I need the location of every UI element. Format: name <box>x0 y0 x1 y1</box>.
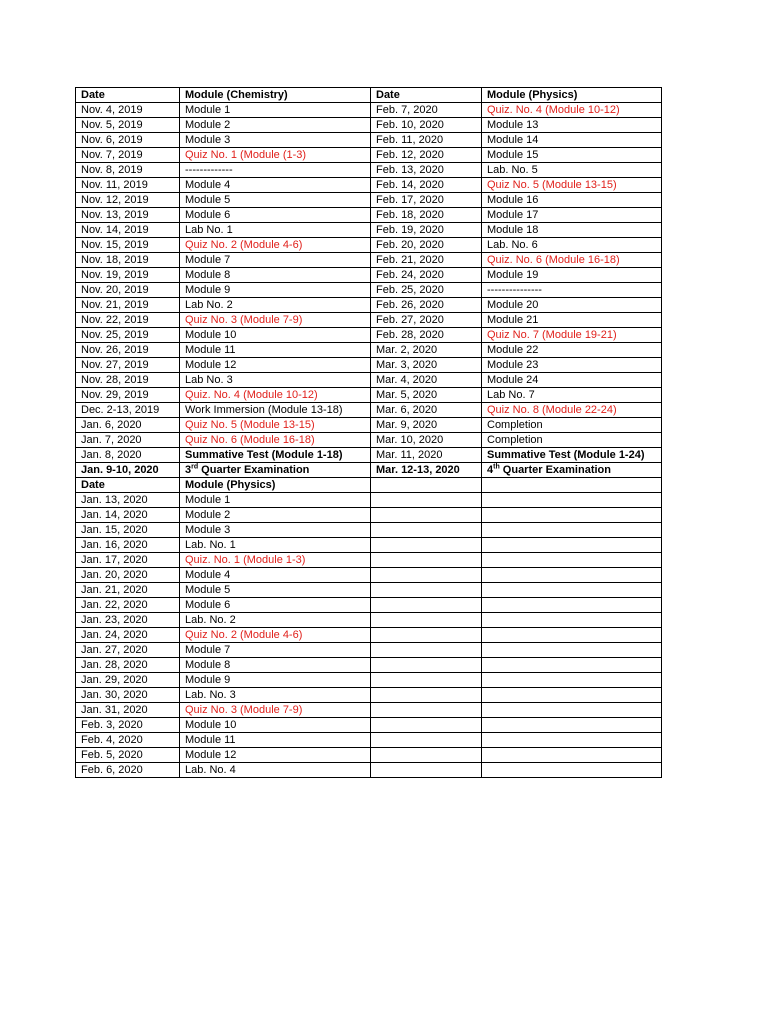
date-cell: Jan. 27, 2020 <box>76 643 180 658</box>
table-row <box>76 463 662 478</box>
module-cell: Module 4 <box>180 568 371 583</box>
module-cell: Module 11 <box>180 733 371 748</box>
date-cell: Mar. 5, 2020 <box>371 388 482 403</box>
module-cell: Module 19 <box>482 268 662 283</box>
date-cell: Jan. 6, 2020 <box>76 418 180 433</box>
column-header: Date <box>371 88 482 103</box>
date-cell: Mar. 4, 2020 <box>371 373 482 388</box>
date-cell: Nov. 18, 2019 <box>76 253 180 268</box>
table-row <box>76 538 662 553</box>
module-cell: Lab. No. 1 <box>180 538 371 553</box>
module-cell: Module 5 <box>180 193 371 208</box>
table-row <box>76 148 662 163</box>
date-cell <box>371 643 482 658</box>
date-cell: Nov. 26, 2019 <box>76 343 180 358</box>
table-row <box>76 673 662 688</box>
module-cell: Quiz No. 2 (Module 4-6) <box>180 628 371 643</box>
module-cell: Module 2 <box>180 118 371 133</box>
module-cell <box>482 538 662 553</box>
date-cell: Dec. 2-13, 2019 <box>76 403 180 418</box>
date-cell: Jan. 22, 2020 <box>76 598 180 613</box>
date-cell <box>371 568 482 583</box>
date-cell: Feb. 14, 2020 <box>371 178 482 193</box>
table-row <box>76 448 662 463</box>
table-header-row <box>76 478 662 493</box>
date-cell: Nov. 13, 2019 <box>76 208 180 223</box>
module-cell: Module 7 <box>180 643 371 658</box>
module-cell: Lab. No. 5 <box>482 163 662 178</box>
date-cell <box>371 583 482 598</box>
table-row <box>76 298 662 313</box>
module-cell: Lab. No. 3 <box>180 688 371 703</box>
module-cell: Quiz. No. 4 (Module 10-12) <box>482 103 662 118</box>
module-cell: Module 9 <box>180 673 371 688</box>
module-cell: --------------- <box>482 283 662 298</box>
date-cell: Jan. 9-10, 2020 <box>76 463 180 478</box>
column-header: Date <box>76 88 180 103</box>
date-cell: Feb. 10, 2020 <box>371 118 482 133</box>
table-row <box>76 358 662 373</box>
column-header: Module (Chemistry) <box>180 88 371 103</box>
date-cell <box>371 598 482 613</box>
module-cell: Module 20 <box>482 298 662 313</box>
module-cell: Module 3 <box>180 523 371 538</box>
module-cell: Quiz No. 3 (Module 7-9) <box>180 313 371 328</box>
date-cell: Feb. 26, 2020 <box>371 298 482 313</box>
module-cell <box>482 583 662 598</box>
date-cell: Jan. 31, 2020 <box>76 703 180 718</box>
date-cell <box>371 733 482 748</box>
module-cell: Module 7 <box>180 253 371 268</box>
date-cell: Jan. 20, 2020 <box>76 568 180 583</box>
date-cell <box>371 523 482 538</box>
date-cell: Nov. 21, 2019 <box>76 298 180 313</box>
date-cell: Jan. 28, 2020 <box>76 658 180 673</box>
date-cell: Nov. 7, 2019 <box>76 148 180 163</box>
exam-label: Quarter Examination <box>499 464 611 476</box>
module-cell: Module 15 <box>482 148 662 163</box>
date-cell: Nov. 8, 2019 <box>76 163 180 178</box>
table-row <box>76 508 662 523</box>
ordinal-suffix: rd <box>191 463 199 471</box>
module-cell: Module 6 <box>180 598 371 613</box>
module-cell: Quiz No. 3 (Module 7-9) <box>180 703 371 718</box>
module-cell: Module 4 <box>180 178 371 193</box>
module-cell: Quiz No. 7 (Module 19-21) <box>482 328 662 343</box>
date-cell <box>371 718 482 733</box>
table-row <box>76 178 662 193</box>
module-cell: Module 8 <box>180 658 371 673</box>
date-cell: Jan. 7, 2020 <box>76 433 180 448</box>
module-cell: Summative Test (Module 1-18) <box>180 448 371 463</box>
module-cell: Quiz. No. 4 (Module 10-12) <box>180 388 371 403</box>
date-cell: Nov. 5, 2019 <box>76 118 180 133</box>
module-cell: Module 3 <box>180 133 371 148</box>
module-cell <box>482 658 662 673</box>
date-cell: Nov. 28, 2019 <box>76 373 180 388</box>
table-row <box>76 433 662 448</box>
module-cell: Lab No. 7 <box>482 388 662 403</box>
column-header: Module (Physics) <box>180 478 371 493</box>
module-cell: Module 24 <box>482 373 662 388</box>
module-cell: Module 8 <box>180 268 371 283</box>
module-cell: Quiz No. 5 (Module 13-15) <box>482 178 662 193</box>
date-cell: Feb. 19, 2020 <box>371 223 482 238</box>
module-cell: Module 13 <box>482 118 662 133</box>
table-row <box>76 328 662 343</box>
module-cell: Module 2 <box>180 508 371 523</box>
table-row <box>76 283 662 298</box>
date-cell: Feb. 11, 2020 <box>371 133 482 148</box>
table-row <box>76 568 662 583</box>
date-cell: Feb. 3, 2020 <box>76 718 180 733</box>
module-cell <box>482 493 662 508</box>
table-row <box>76 688 662 703</box>
module-cell <box>482 463 662 478</box>
date-cell: Nov. 14, 2019 <box>76 223 180 238</box>
date-cell: Nov. 27, 2019 <box>76 358 180 373</box>
date-cell: Feb. 7, 2020 <box>371 103 482 118</box>
module-cell: Module 10 <box>180 718 371 733</box>
date-cell: Feb. 21, 2020 <box>371 253 482 268</box>
table-row <box>76 163 662 178</box>
table-row <box>76 403 662 418</box>
date-cell: Nov. 15, 2019 <box>76 238 180 253</box>
date-cell: Feb. 20, 2020 <box>371 238 482 253</box>
module-cell: Completion <box>482 418 662 433</box>
column-header <box>371 478 482 493</box>
date-cell: Feb. 12, 2020 <box>371 148 482 163</box>
module-cell: Module 17 <box>482 208 662 223</box>
module-cell: Quiz No. 1 (Module (1-3) <box>180 148 371 163</box>
table-row <box>76 493 662 508</box>
date-cell: Mar. 11, 2020 <box>371 448 482 463</box>
module-cell: Module 14 <box>482 133 662 148</box>
module-cell <box>482 733 662 748</box>
date-cell: Jan. 29, 2020 <box>76 673 180 688</box>
date-cell: Feb. 6, 2020 <box>76 763 180 778</box>
date-cell: Feb. 17, 2020 <box>371 193 482 208</box>
module-cell <box>482 763 662 778</box>
module-cell: ------------- <box>180 163 371 178</box>
table-row <box>76 268 662 283</box>
date-cell: Jan. 8, 2020 <box>76 448 180 463</box>
module-cell: Lab No. 3 <box>180 373 371 388</box>
schedule-table-body <box>76 88 662 778</box>
module-cell: Quiz No. 2 (Module 4-6) <box>180 238 371 253</box>
schedule-table <box>75 87 662 778</box>
table-row <box>76 313 662 328</box>
module-cell: Quiz. No. 6 (Module 16-18) <box>482 253 662 268</box>
module-cell: Module 9 <box>180 283 371 298</box>
date-cell: Nov. 20, 2019 <box>76 283 180 298</box>
table-row <box>76 343 662 358</box>
date-cell: Feb. 25, 2020 <box>371 283 482 298</box>
module-cell: Module 23 <box>482 358 662 373</box>
date-cell: Feb. 24, 2020 <box>371 268 482 283</box>
date-cell: Feb. 18, 2020 <box>371 208 482 223</box>
module-cell: Module 12 <box>180 748 371 763</box>
date-cell: Mar. 12-13, 2020 <box>371 463 482 478</box>
table-row <box>76 718 662 733</box>
module-cell: Module 21 <box>482 313 662 328</box>
date-cell: Jan. 30, 2020 <box>76 688 180 703</box>
table-row <box>76 193 662 208</box>
module-cell <box>482 628 662 643</box>
table-row <box>76 643 662 658</box>
module-cell <box>482 523 662 538</box>
module-cell: Module 22 <box>482 343 662 358</box>
date-cell <box>371 628 482 643</box>
module-cell: Quiz No. 8 (Module 22-24) <box>482 403 662 418</box>
date-cell: Jan. 17, 2020 <box>76 553 180 568</box>
date-cell <box>371 673 482 688</box>
date-cell <box>371 613 482 628</box>
date-cell: Jan. 23, 2020 <box>76 613 180 628</box>
date-cell: Jan. 21, 2020 <box>76 583 180 598</box>
quarter-number: 3 <box>185 464 192 476</box>
date-cell: Feb. 27, 2020 <box>371 313 482 328</box>
module-cell: Module 1 <box>180 493 371 508</box>
module-cell: Lab No. 1 <box>180 223 371 238</box>
table-row <box>76 733 662 748</box>
module-cell: Module 12 <box>180 358 371 373</box>
date-cell: Nov. 6, 2019 <box>76 133 180 148</box>
date-cell <box>371 748 482 763</box>
module-cell: Quiz. No. 1 (Module 1-3) <box>180 553 371 568</box>
module-cell: Module 10 <box>180 328 371 343</box>
module-cell <box>180 463 371 478</box>
date-cell: Mar. 6, 2020 <box>371 403 482 418</box>
table-row <box>76 133 662 148</box>
date-cell: Jan. 24, 2020 <box>76 628 180 643</box>
table-row <box>76 658 662 673</box>
table-row <box>76 388 662 403</box>
date-cell: Nov. 11, 2019 <box>76 178 180 193</box>
date-cell: Nov. 29, 2019 <box>76 388 180 403</box>
table-row <box>76 553 662 568</box>
table-header-row <box>76 88 662 103</box>
module-cell <box>482 553 662 568</box>
module-cell: Work Immersion (Module 13-18) <box>180 403 371 418</box>
module-cell <box>482 703 662 718</box>
date-cell: Jan. 16, 2020 <box>76 538 180 553</box>
module-cell: Lab. No. 4 <box>180 763 371 778</box>
module-cell: Module 16 <box>482 193 662 208</box>
table-row <box>76 223 662 238</box>
ordinal-suffix: th <box>493 463 500 471</box>
module-cell: Completion <box>482 433 662 448</box>
table-row <box>76 118 662 133</box>
date-cell: Feb. 5, 2020 <box>76 748 180 763</box>
module-cell: Module 11 <box>180 343 371 358</box>
table-row <box>76 748 662 763</box>
module-cell: Module 5 <box>180 583 371 598</box>
module-cell <box>482 568 662 583</box>
table-row <box>76 703 662 718</box>
date-cell: Mar. 9, 2020 <box>371 418 482 433</box>
table-row <box>76 583 662 598</box>
table-row <box>76 523 662 538</box>
date-cell: Nov. 25, 2019 <box>76 328 180 343</box>
date-cell <box>371 538 482 553</box>
date-cell <box>371 493 482 508</box>
date-cell: Feb. 28, 2020 <box>371 328 482 343</box>
schedule-page <box>75 87 661 778</box>
module-cell: Summative Test (Module 1-24) <box>482 448 662 463</box>
module-cell <box>482 508 662 523</box>
date-cell <box>371 658 482 673</box>
date-cell: Jan. 13, 2020 <box>76 493 180 508</box>
table-row <box>76 208 662 223</box>
table-row <box>76 103 662 118</box>
module-cell: Module 18 <box>482 223 662 238</box>
module-cell: Module 6 <box>180 208 371 223</box>
table-row <box>76 373 662 388</box>
module-cell <box>482 613 662 628</box>
date-cell <box>371 688 482 703</box>
date-cell: Jan. 15, 2020 <box>76 523 180 538</box>
date-cell: Nov. 22, 2019 <box>76 313 180 328</box>
table-row <box>76 598 662 613</box>
module-cell <box>482 643 662 658</box>
date-cell: Feb. 4, 2020 <box>76 733 180 748</box>
date-cell: Nov. 12, 2019 <box>76 193 180 208</box>
module-cell <box>482 673 662 688</box>
date-cell: Mar. 2, 2020 <box>371 343 482 358</box>
module-cell: Quiz No. 6 (Module 16-18) <box>180 433 371 448</box>
module-cell: Module 1 <box>180 103 371 118</box>
exam-label: Quarter Examination <box>198 464 310 476</box>
date-cell <box>371 763 482 778</box>
date-cell <box>371 508 482 523</box>
date-cell: Feb. 13, 2020 <box>371 163 482 178</box>
module-cell <box>482 718 662 733</box>
table-row <box>76 628 662 643</box>
table-row <box>76 613 662 628</box>
module-cell: Lab No. 2 <box>180 298 371 313</box>
quarter-number: 4 <box>487 464 494 476</box>
column-header: Module (Physics) <box>482 88 662 103</box>
table-row <box>76 418 662 433</box>
column-header: Date <box>76 478 180 493</box>
date-cell: Nov. 19, 2019 <box>76 268 180 283</box>
date-cell <box>371 553 482 568</box>
date-cell: Mar. 3, 2020 <box>371 358 482 373</box>
module-cell <box>482 688 662 703</box>
table-row <box>76 253 662 268</box>
module-cell <box>482 748 662 763</box>
date-cell: Mar. 10, 2020 <box>371 433 482 448</box>
table-row <box>76 763 662 778</box>
module-cell <box>482 598 662 613</box>
module-cell: Lab. No. 2 <box>180 613 371 628</box>
module-cell: Quiz No. 5 (Module 13-15) <box>180 418 371 433</box>
module-cell: Lab. No. 6 <box>482 238 662 253</box>
column-header <box>482 478 662 493</box>
date-cell <box>371 703 482 718</box>
date-cell: Jan. 14, 2020 <box>76 508 180 523</box>
date-cell: Nov. 4, 2019 <box>76 103 180 118</box>
table-row <box>76 238 662 253</box>
